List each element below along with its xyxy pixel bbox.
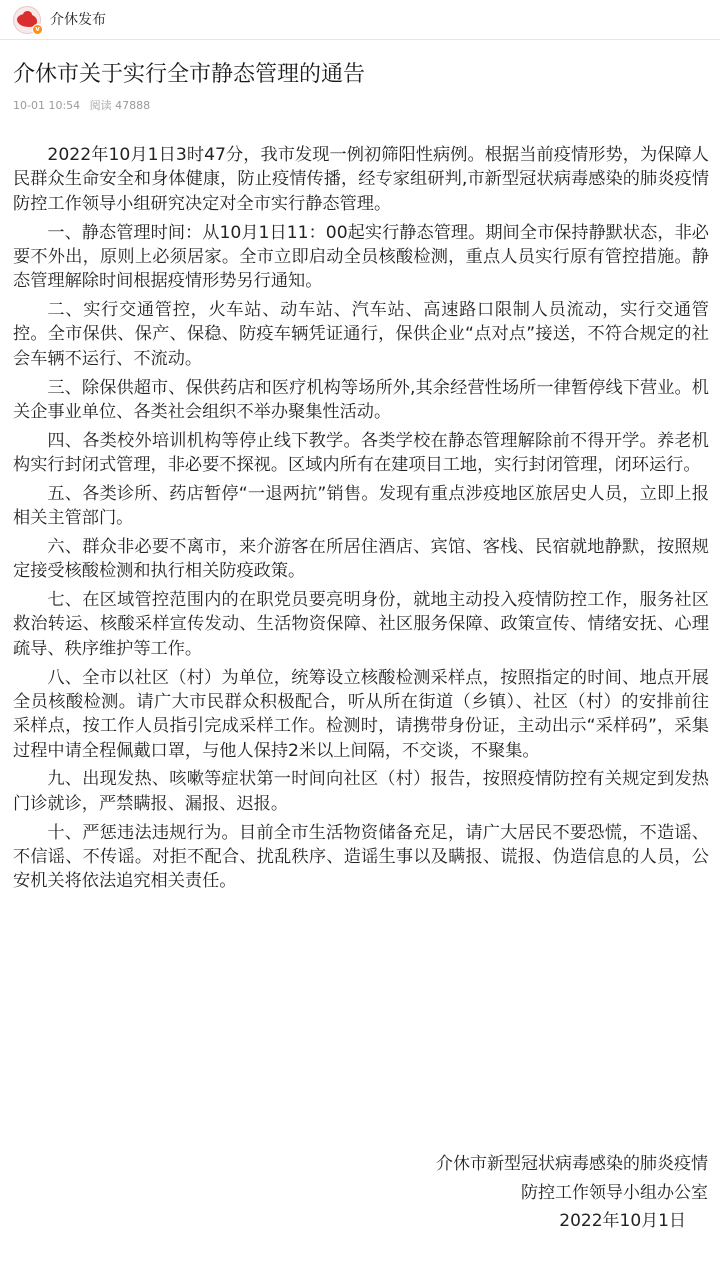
publish-time: 10-01 10:54 — [13, 99, 81, 112]
article-title: 介休市关于实行全市静态管理的通告 — [13, 62, 366, 87]
signature-org-line2: 防控工作领导小组办公室 — [521, 1182, 708, 1203]
paragraph-9: 九、出现发热、咳嗽等症状第一时间向社区（村）报告，按照疫情防控有关规定到发热门诊就诊，严禁瞒报、漏报、迟报。 — [13, 769, 709, 814]
paragraph-5: 五、各类诊所、药店暂停“一退两抗”销售。发现有重点涉疫地区旅居史人员，立即上报相关主管部门。 — [13, 483, 709, 529]
article-meta — [13, 99, 150, 113]
paragraph-4: 四、各类校外培训机构等停止线下教学。各类学校在静态管理解除前不得开学。养老机构实行封闭式管理，非必要不探视。区域内所有在建项目工地，实行封闭管理，闭环运行。 — [13, 430, 709, 476]
signature-org-line1: 介休市新型冠状病毒感染的肺炎疫情 — [436, 1154, 708, 1174]
paragraph-7: 七、在区域管控范围内的在职党员要亮明身份，就地主动投入疫情防控工作，服务社区救治转运、核酸采样宣传发动、生活物资保障、社区服务保障、政策宣传、情绪安抚、心理疏导、秩序维护等工作。 — [13, 589, 709, 659]
paragraph-1: 一、静态管理时间：从10月1日11：00起实行静态管理。期间全市保持静默状态，非必要不外出，原则上必须居家。全市立即启动全员核酸检测，重点人员实行原有管控措施。静态管理解除时间根据疫情形势另行通知。 — [13, 222, 709, 292]
account-name[interactable]: 介休发布 — [50, 12, 106, 28]
paragraph-10: 十、严惩违法违规行为。目前全市生活物资储备充足，请广大居民不要恐慌，不造谣、不信谣、不传谣。对拒不配合、扰乱秩序、造谣生事以及瞒报、谎报、伪造信息的人员，公安机关将依法追究相关责任。 — [13, 822, 709, 892]
paragraph-2: 二、实行交通管控，火车站、动车站、汽车站、高速路口限制人员流动，实行交通管控。全市保供、保产、保稳、防疫车辆凭证通行，保供企业“点对点”接送，不符合规定的社会车辆不运行、不流动。 — [13, 300, 709, 369]
city-map-logo-icon-part — [23, 11, 32, 19]
read-count: 阅读 47888 — [89, 99, 151, 112]
paragraph-3: 三、除保供超市、保供药店和医疗机构等场所外,其余经营性场所一律暂停线下营业。机关企事业单位、各类社会组织不举办聚集性活动。 — [13, 377, 709, 422]
verified-badge-icon: v — [32, 24, 43, 35]
top-bar — [0, 0, 720, 40]
paragraph-intro: 2022年10月1日3时47分，我市发现一例初筛阳性病例。根据当前疫情形势，为保障人民群众生命安全和身体健康，防止疫情传播，经专家组研判,市新型冠状病毒感染的肺炎疫情防控工作领导小组研究决定对全市实行静态管理。 — [13, 145, 709, 214]
paragraph-8: 八、全市以社区（村）为单位，统筹设立核酸检测采样点，按照指定的时间、地点开展全员核酸检测。请广大市民群众积极配合，听从所在街道（乡镇）、社区（村）的安排前往采样点，按工作人员指引完成采样工作。检测时，请携带身份证，主动出示“采样码”，采集过程中请全程佩戴口罩，与他人保持2米以上间隔，不交谈，不聚集。 — [13, 667, 709, 761]
article-body — [13, 143, 709, 898]
signature-block — [436, 1150, 708, 1236]
paragraph-6: 六、群众非必要不离市，来介游客在所居住酒店、宾馆、客栈、民宿就地静默，按照规定接受核酸检测和执行相关防疫政策。 — [13, 536, 709, 582]
signature-date: 2022年10月1日 — [559, 1211, 686, 1231]
